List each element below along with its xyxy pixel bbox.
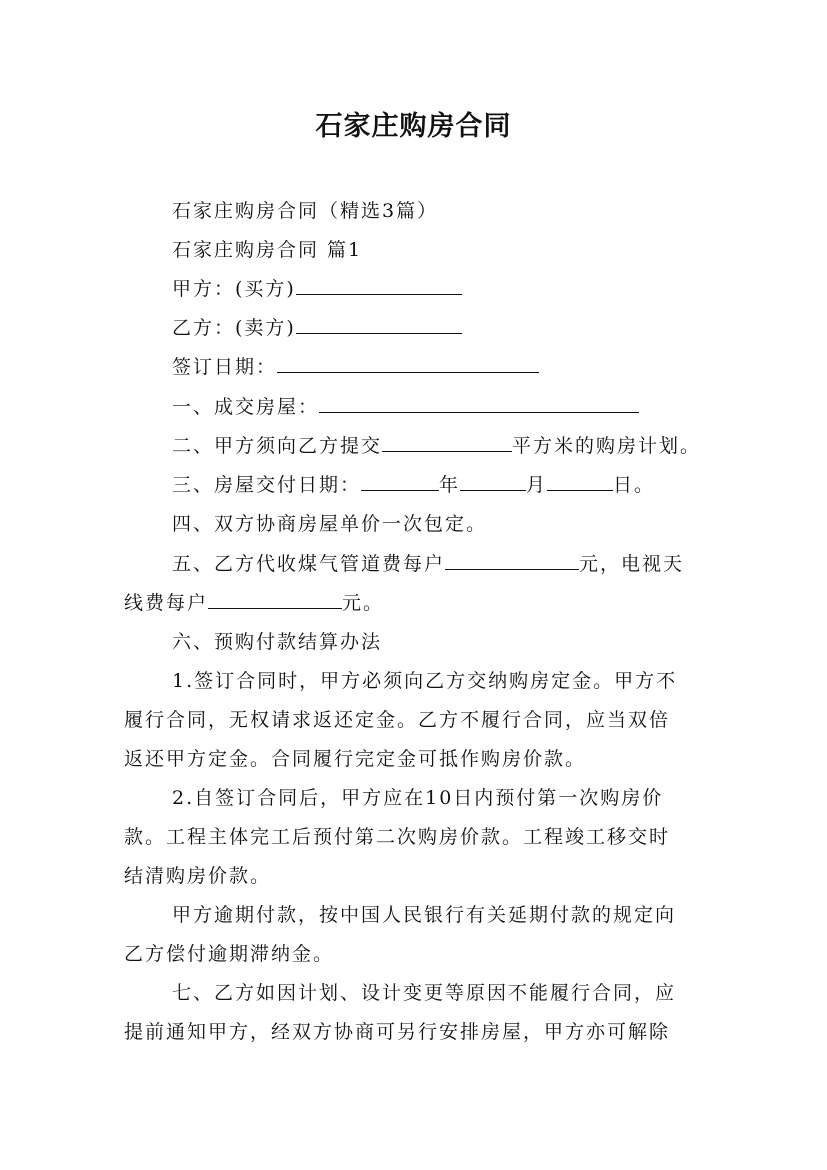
party-a-label: 甲方：(买方)	[172, 278, 296, 300]
day-label: 日。	[613, 474, 656, 496]
paragraph-line: 2.自签订合同后，甲方应在10日内预付第一次购房价	[172, 787, 664, 809]
tv-fee-blank	[208, 590, 342, 609]
clause-2-text-b: 平方米的购房计划。	[512, 435, 702, 457]
doc-subtitle: 石家庄购房合同（精选3篇）	[172, 200, 439, 222]
paragraph-line: 七、乙方如因计划、设计变更等原因不能履行合同，应	[172, 982, 677, 1004]
party-a-line	[172, 276, 462, 302]
year-blank	[361, 472, 439, 491]
day-blank	[547, 472, 613, 491]
sign-date-blank	[277, 354, 539, 373]
clause-4: 四、双方协商房屋单价一次包定。	[172, 513, 488, 535]
party-a-blank	[296, 276, 462, 295]
section-heading: 石家庄购房合同 篇1	[172, 239, 363, 261]
clause-5-cont	[124, 590, 384, 616]
party-b-label: 乙方：(卖方)	[172, 317, 296, 339]
clause-2	[172, 433, 701, 459]
paragraph-line: 结清购房价款。	[124, 865, 272, 887]
paragraph-line: 甲方逾期付款，按中国人民银行有关延期付款的规定向	[172, 904, 677, 926]
paragraph-line: 返还甲方定金。合同履行完定金可抵作购房价款。	[124, 748, 587, 770]
party-b-line	[172, 315, 462, 341]
sign-date-line	[172, 354, 539, 380]
clause-2-blank	[382, 433, 512, 452]
clause-1	[172, 394, 639, 420]
gas-fee-blank	[445, 551, 579, 570]
paragraph-line: 提前通知甲方，经双方协商可另行安排房屋，甲方亦可解除	[124, 1021, 671, 1043]
paragraph-line: 乙方偿付逾期滞纳金。	[124, 943, 335, 965]
party-b-blank	[296, 315, 462, 334]
clause-5	[172, 551, 684, 577]
clause-5-text-b: 元，电视天	[579, 553, 685, 575]
month-label: 月	[526, 474, 548, 496]
clause-2-text-a: 二、甲方须向乙方提交	[172, 435, 383, 457]
clause-1-label: 一、成交房屋：	[172, 396, 320, 418]
clause-5-text-c: 线费每户	[124, 592, 209, 614]
clause-1-blank	[319, 394, 639, 413]
sign-date-label: 签订日期：	[172, 356, 278, 378]
clause-3-text: 三、房屋交付日期：	[172, 474, 362, 496]
year-label: 年	[439, 474, 461, 496]
month-blank	[460, 472, 526, 491]
clause-5-text-a: 五、乙方代收煤气管道费每户	[172, 553, 446, 575]
paragraph-line: 款。工程主体完工后预付第二次购房价款。工程竣工移交时	[124, 826, 671, 848]
clause-5-text-d: 元。	[342, 592, 385, 614]
document-title: 石家庄购房合同	[315, 111, 512, 142]
paragraph-line: 履行合同，无权请求返还定金。乙方不履行合同，应当双倍	[124, 709, 671, 731]
paragraph-line: 1.签订合同时，甲方必须向乙方交纳购房定金。甲方不	[172, 670, 678, 692]
clause-6-heading: 六、预购付款结算办法	[172, 631, 383, 653]
clause-3	[172, 472, 655, 498]
